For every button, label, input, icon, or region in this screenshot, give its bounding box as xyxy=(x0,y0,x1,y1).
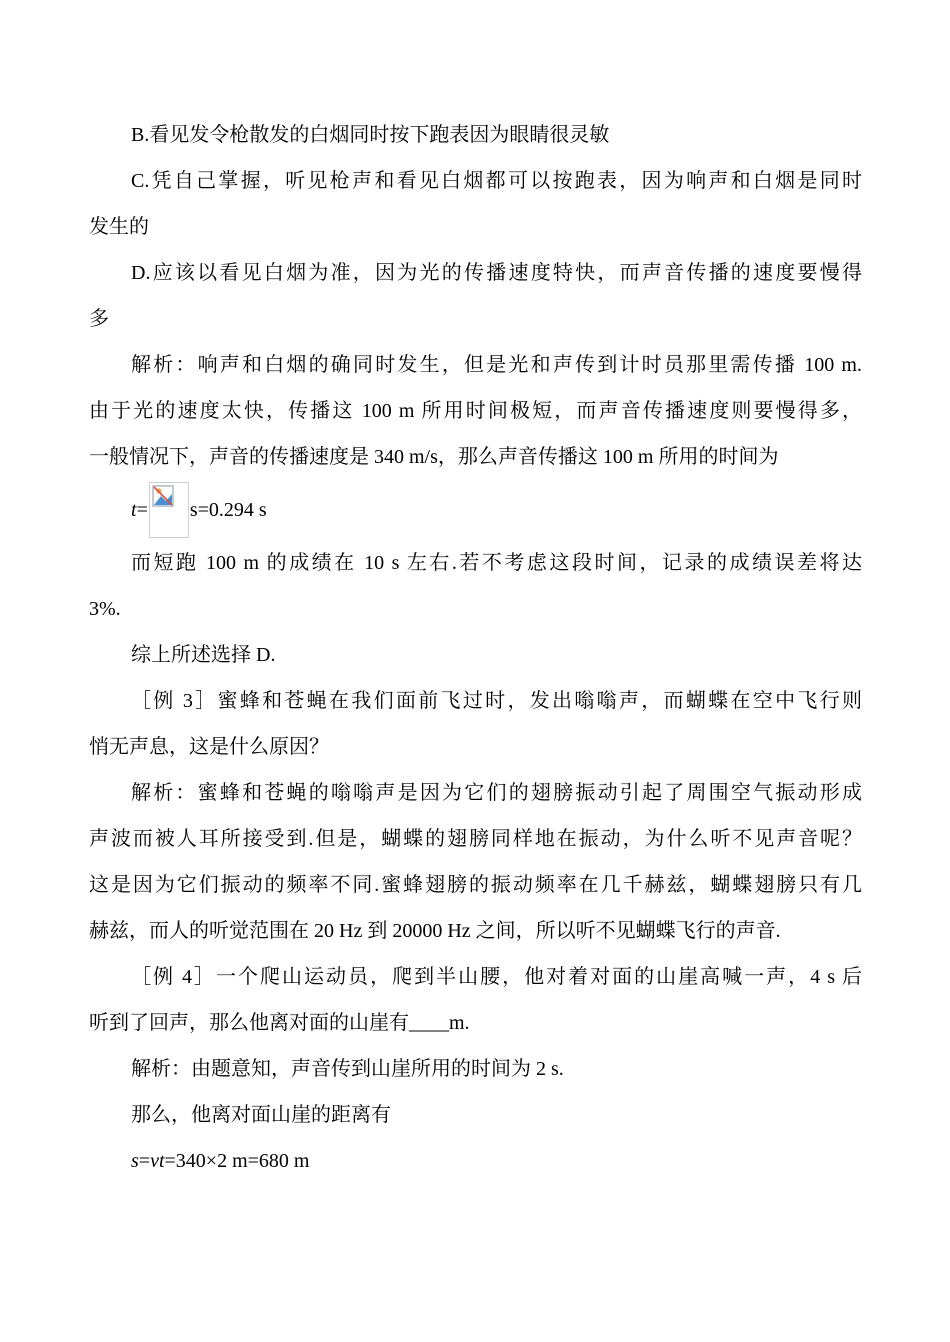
analysis-4-line1: 解析：由题意知，声音传到山崖所用的时间为 2 s. xyxy=(131,1058,564,1080)
formula-equals: = xyxy=(138,1150,151,1172)
formula-var-s: s xyxy=(131,1150,139,1172)
option-c-line2: 发生的 xyxy=(89,216,149,238)
option-c-line1: C.凭自己掌握，听见枪声和看见白烟都可以按跑表，因为响声和白烟是同时 xyxy=(131,170,862,192)
formula-var-vt: vt xyxy=(150,1150,165,1172)
analysis-3-line3: 这是因为它们振动的频率不同.蜜蜂翅膀的振动频率在几千赫兹，蝴蝶翅膀只有几 xyxy=(89,874,862,896)
formula-distance xyxy=(89,1138,862,1184)
example-4-line1: ［例 4］一个爬山运动员，爬到半山腰，他对着对面的山崖高喊一声，4 s 后 xyxy=(131,966,862,988)
example-3-line1: ［例 3］蜜蜂和苍蝇在我们面前飞过时，发出嗡嗡声，而蝴蝶在空中飞行则 xyxy=(131,690,862,712)
formula-var-t: t xyxy=(131,499,137,521)
analysis-3-line1: 解析：蜜蜂和苍蝇的嗡嗡声是因为它们的翅膀振动引起了周围空气振动形成 xyxy=(131,782,862,804)
analysis-2-line4: 而短跑 100 m 的成绩在 10 s 左右.若不考虑这段时间，记录的成绩误差将达 xyxy=(131,552,862,574)
analysis-3-line4: 赫兹，而人的听觉范围在 20 Hz 到 20000 Hz 之间，所以听不见蝴蝶飞行的声音. xyxy=(89,920,781,942)
formula-result: s=0.294 s xyxy=(189,499,267,521)
analysis-2-line5: 3%. xyxy=(89,598,121,620)
example-4-line2: 听到了回声，那么他离对面的山崖有____m. xyxy=(89,1012,470,1034)
analysis-4-line2: 那么，他离对面山崖的距离有 xyxy=(131,1104,391,1126)
formula-result: =340×2 m=680 m xyxy=(164,1150,310,1172)
document-body xyxy=(89,112,862,1184)
analysis-2-line2: 由于光的速度太快，传播这 100 m 所用时间极短，而声音传播速度则要慢得多， xyxy=(89,400,862,422)
analysis-2-conclusion: 综上所述选择 D. xyxy=(131,644,276,666)
broken-image-icon xyxy=(149,482,189,538)
analysis-2-line3: 一般情况下，声音的传播速度是 340 m/s，那么声音传播这 100 m 所用的时间为 xyxy=(89,446,779,468)
analysis-2-line1: 解析：响声和白烟的确同时发生，但是光和声传到计时员那里需传播 100 m. xyxy=(131,354,862,376)
option-d-line1: D.应该以看见白烟为准，因为光的传播速度特快，而声音传播的速度要慢得 xyxy=(131,262,862,284)
formula-time xyxy=(89,480,862,540)
example-3-line2: 悄无声息，这是什么原因？ xyxy=(89,736,329,758)
option-b: B.看见发令枪散发的白烟同时按下跑表因为眼睛很灵敏 xyxy=(131,124,610,146)
analysis-3-line2: 声波而被人耳所接受到.但是，蝴蝶的翅膀同样地在振动，为什么听不见声音呢？ xyxy=(89,828,862,850)
formula-equals: = xyxy=(136,499,148,521)
option-d-line2: 多 xyxy=(89,308,109,330)
